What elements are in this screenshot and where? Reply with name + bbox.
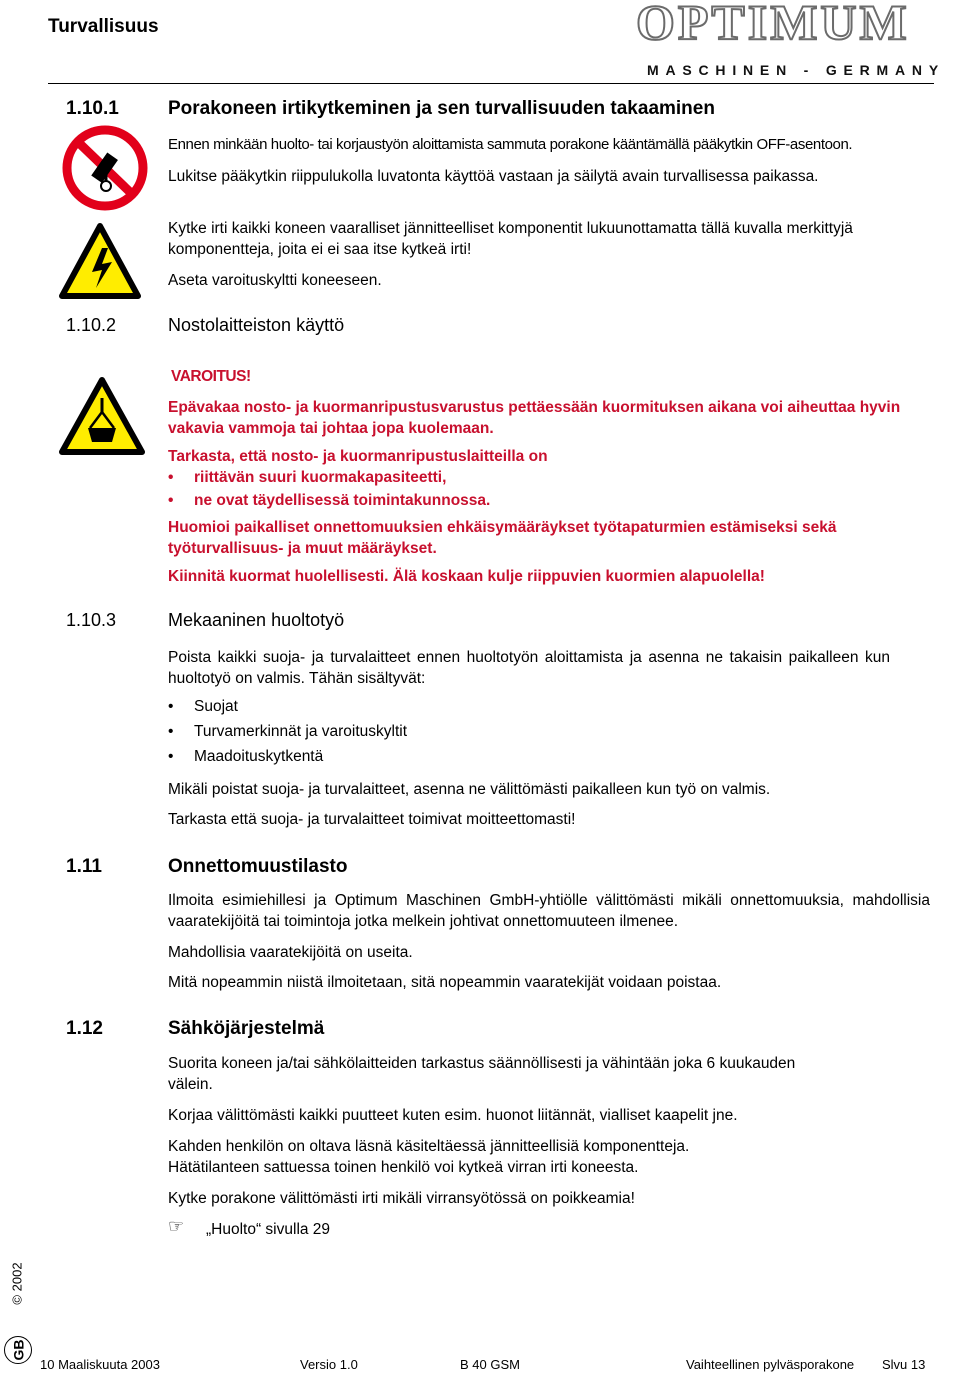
no-switch-prohibition-icon bbox=[58, 124, 152, 212]
section-5-paragraph-3a: Kahden henkilön on oltava läsnä käsiteltäessä jännitteellisiä komponentteja. bbox=[168, 1138, 690, 1155]
section-4-title: Onnettomuustilasto bbox=[168, 856, 348, 877]
section-5-title: Sähköjärjestelmä bbox=[168, 1018, 325, 1039]
section-5-paragraph-3b: Hätätilanteen sattuessa toinen henkilö voi kytkeä virran irti koneesta. bbox=[168, 1159, 639, 1176]
section-2-paragraph-3: Huomioi paikalliset onnettomuuksien ehkäisymääräykset työtapaturmien estämiseksi sekä työturvallisuus- ja muut määräykset. bbox=[168, 519, 837, 557]
section-5-number: 1.12 bbox=[66, 1018, 103, 1039]
section-1-number: 1.10.1 bbox=[66, 98, 119, 119]
logo-subtitle: MASCHINEN - GERMANY bbox=[647, 62, 945, 78]
section-1-paragraph-3: Kytke irti kaikki koneen vaaralliset jännitteelliset komponentit lukuunottamatta tällä kuvalla merkittyjä komponentteja, joita ei ei saa itse kytkeä irti! bbox=[168, 220, 853, 258]
section-3-paragraph-1: Poista kaikki suoja- ja turvalaitteet ennen huoltotyön aloittamista ja asenna ne takaisin paikalleen kun huoltotyö on valmis. Tähän sisältyvät: bbox=[168, 649, 890, 687]
section-3-title: Mekaaninen huoltotyö bbox=[168, 610, 345, 630]
cross-reference-link[interactable]: „Huolto“ sivulla 29 bbox=[206, 1221, 331, 1238]
suspended-load-warning-icon bbox=[58, 376, 146, 456]
section-2-title: Nostolaitteiston käyttö bbox=[168, 315, 345, 335]
footer-page-number: Slvu 13 bbox=[882, 1357, 926, 1372]
section-5-paragraph-4: Kytke porakone välittömästi irti mikäli virransyötössä on poikkeamia! bbox=[168, 1190, 635, 1207]
header-divider bbox=[48, 83, 934, 84]
footer-version: Versio 1.0 bbox=[300, 1357, 358, 1372]
section-1-paragraph-4: Aseta varoituskyltti koneeseen. bbox=[168, 272, 382, 289]
section-2-paragraph-4: Kiinnitä kuormat huolellisesti. Älä koskaan kulje riippuvien kuormien alapuolella! bbox=[168, 568, 765, 585]
copyright-note: © 2002 bbox=[9, 1262, 25, 1305]
section-2-paragraph-2: Tarkasta, että nosto- ja kuormanripustuslaitteilla on bbox=[168, 448, 548, 465]
list-item: • ne ovat täydellisessä toimintakunnossa. bbox=[168, 492, 491, 509]
footer-description: Vaihteellinen pylväsporakone bbox=[686, 1357, 855, 1372]
list-item: • Maadoituskytkentä bbox=[168, 748, 324, 765]
pointing-hand-icon: ☞ bbox=[168, 1216, 185, 1236]
section-4-paragraph-3: Mitä nopeammin niistä ilmoitetaan, sitä nopeammin vaaratekijät voidaan poistaa. bbox=[168, 974, 722, 991]
list-item: • Turvamerkinnät ja varoituskyltit bbox=[168, 723, 408, 740]
high-voltage-warning-icon bbox=[58, 222, 142, 300]
section-2-number: 1.10.2 bbox=[66, 315, 117, 335]
section-4-paragraph-1: Ilmoita esimiehillesi ja Optimum Maschinen GmbH-yhtiölle välittömästi mikäli onnettomuuksia, mahdollisia vaaratekijöitä tai toimintoja jotka melkein johtivat onnettomuuteen ilmenee. bbox=[168, 892, 930, 930]
section-1-paragraph-1: Ennen minkään huolto- tai korjaustyön aloittamista sammuta porakone kääntämällä pääkytkin OFF-asentoon. bbox=[168, 136, 853, 153]
section-1-title: Porakoneen irtikytkeminen ja sen turvallisuuden takaaminen bbox=[168, 98, 715, 119]
warning-label: VAROITUS! bbox=[171, 368, 251, 385]
section-2-paragraph-1: Epävakaa nosto- ja kuormanripustusvarustus pettäessään kuormituksen aikana voi aiheuttaa hyvin vakavia vammoja tai johtaa jopa kuolemaan. bbox=[168, 399, 901, 437]
section-5-paragraph-1: Suorita koneen ja/tai sähkölaitteiden tarkastus säännöllisesti ja vähintään joka 6 kuukauden välein. bbox=[168, 1055, 796, 1093]
footer-date: 10 Maaliskuuta 2003 bbox=[40, 1357, 160, 1372]
list-item: • riittävän suuri kuormakapasiteetti, bbox=[168, 469, 447, 486]
header-title: Turvallisuus bbox=[48, 16, 159, 37]
section-3-paragraph-2: Mikäli poistat suoja- ja turvalaitteet, asenna ne välittömästi paikalleen kun työ on valmis. bbox=[168, 781, 771, 798]
section-4-number: 1.11 bbox=[66, 856, 102, 877]
section-1-paragraph-2: Lukitse pääkytkin riippulukolla luvatonta käyttöä vastaan ja säilytä avain turvallisessa paikassa. bbox=[168, 168, 819, 185]
section-4-paragraph-2: Mahdollisia vaaratekijöitä on useita. bbox=[168, 944, 413, 961]
section-3-paragraph-3: Tarkasta että suoja- ja turvalaitteet toimivat moitteettomasti! bbox=[168, 811, 576, 828]
section-5-paragraph-2: Korjaa välittömästi kaikki puutteet kuten esim. huonot liitännät, vialliset kaapelit jne. bbox=[168, 1107, 738, 1124]
optimum-logo: OPTIMUM bbox=[636, 0, 910, 50]
section-3-number: 1.10.3 bbox=[66, 610, 117, 630]
list-item: • Suojat bbox=[168, 698, 238, 715]
footer-model: B 40 GSM bbox=[460, 1357, 520, 1372]
language-badge: GB bbox=[4, 1336, 32, 1364]
